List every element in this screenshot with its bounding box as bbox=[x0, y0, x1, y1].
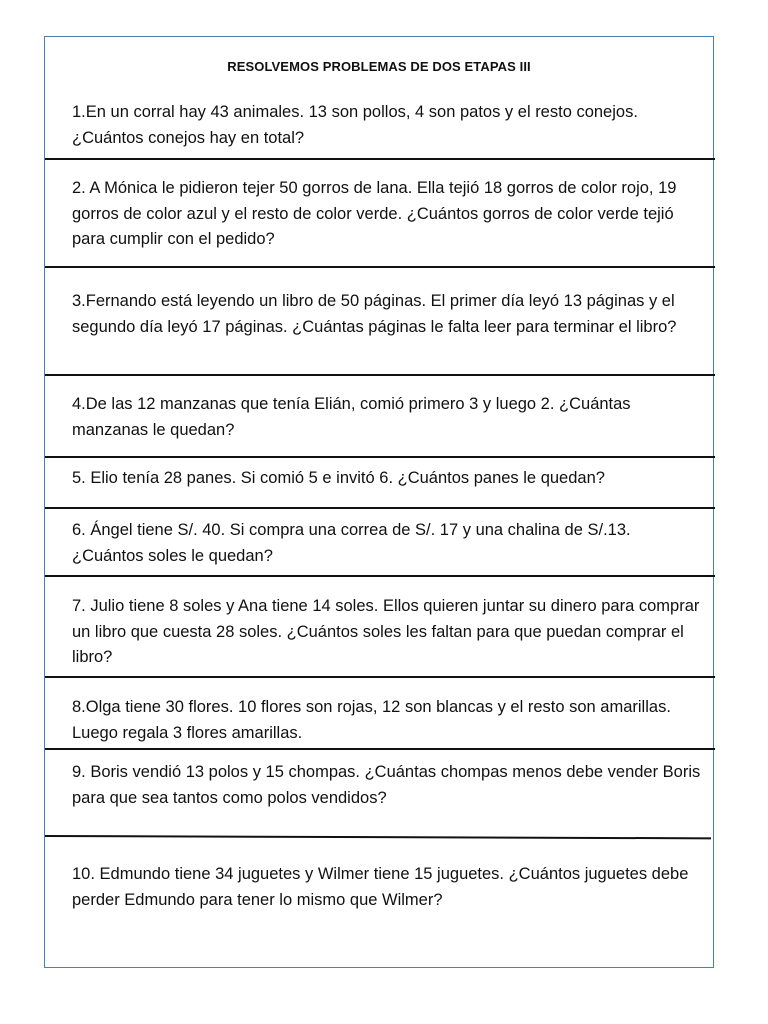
divider bbox=[45, 835, 711, 839]
divider bbox=[45, 374, 715, 376]
divider bbox=[45, 748, 715, 750]
divider bbox=[45, 676, 715, 678]
problem-10: 10. Edmundo tiene 34 juguetes y Wilmer tiene 15 juguetes. ¿Cuántos juguetes debe perder Edmundo para tener lo mismo que Wilmer? bbox=[72, 865, 689, 909]
divider bbox=[45, 507, 715, 509]
worksheet-title: RESOLVEMOS PROBLEMAS DE DOS ETAPAS III bbox=[227, 59, 531, 74]
problem-4: 4.De las 12 manzanas que tenía Elián, comió primero 3 y luego 2. ¿Cuántas manzanas le quedan? bbox=[72, 395, 631, 439]
problem-5: 5. Elio tenía 28 panes. Si comió 5 e invitó 6. ¿Cuántos panes le quedan? bbox=[72, 469, 605, 487]
divider bbox=[45, 266, 715, 268]
problem-1: 1.En un corral hay 43 animales. 13 son pollos, 4 son patos y el resto conejos. ¿Cuántos conejos hay en total? bbox=[72, 103, 638, 147]
problem-3: 3.Fernando está leyendo un libro de 50 páginas. El primer día leyó 13 páginas y el segundo día leyó 17 páginas. ¿Cuántas páginas le falta leer para terminar el libro? bbox=[72, 292, 677, 336]
problem-9: 9. Boris vendió 13 polos y 15 chompas. ¿Cuántas chompas menos debe vender Boris para que sea tantos como polos vendidos? bbox=[72, 763, 701, 807]
worksheet-frame bbox=[44, 36, 714, 968]
problem-6: 6. Ángel tiene S/. 40. Si compra una correa de S/. 17 y una chalina de S/.13. ¿Cuántos soles le quedan? bbox=[72, 521, 631, 565]
divider bbox=[45, 158, 715, 160]
problem-8: 8.Olga tiene 30 flores. 10 flores son rojas, 12 son blancas y el resto son amarillas. Luego regala 3 flores amarillas. bbox=[72, 698, 671, 742]
divider bbox=[45, 575, 715, 577]
problem-7: 7. Julio tiene 8 soles y Ana tiene 14 soles. Ellos quieren juntar su dinero para comprar un libro que cuesta 28 soles. ¿Cuántos soles les faltan para que puedan comprar el libro? bbox=[72, 597, 700, 666]
divider bbox=[45, 456, 715, 458]
problem-2: 2. A Mónica le pidieron tejer 50 gorros de lana. Ella tejió 18 gorros de color rojo, 19 gorros de color azul y el resto de color verde. ¿Cuántos gorros de color verde tejió para cumplir con el pedido? bbox=[72, 179, 677, 248]
